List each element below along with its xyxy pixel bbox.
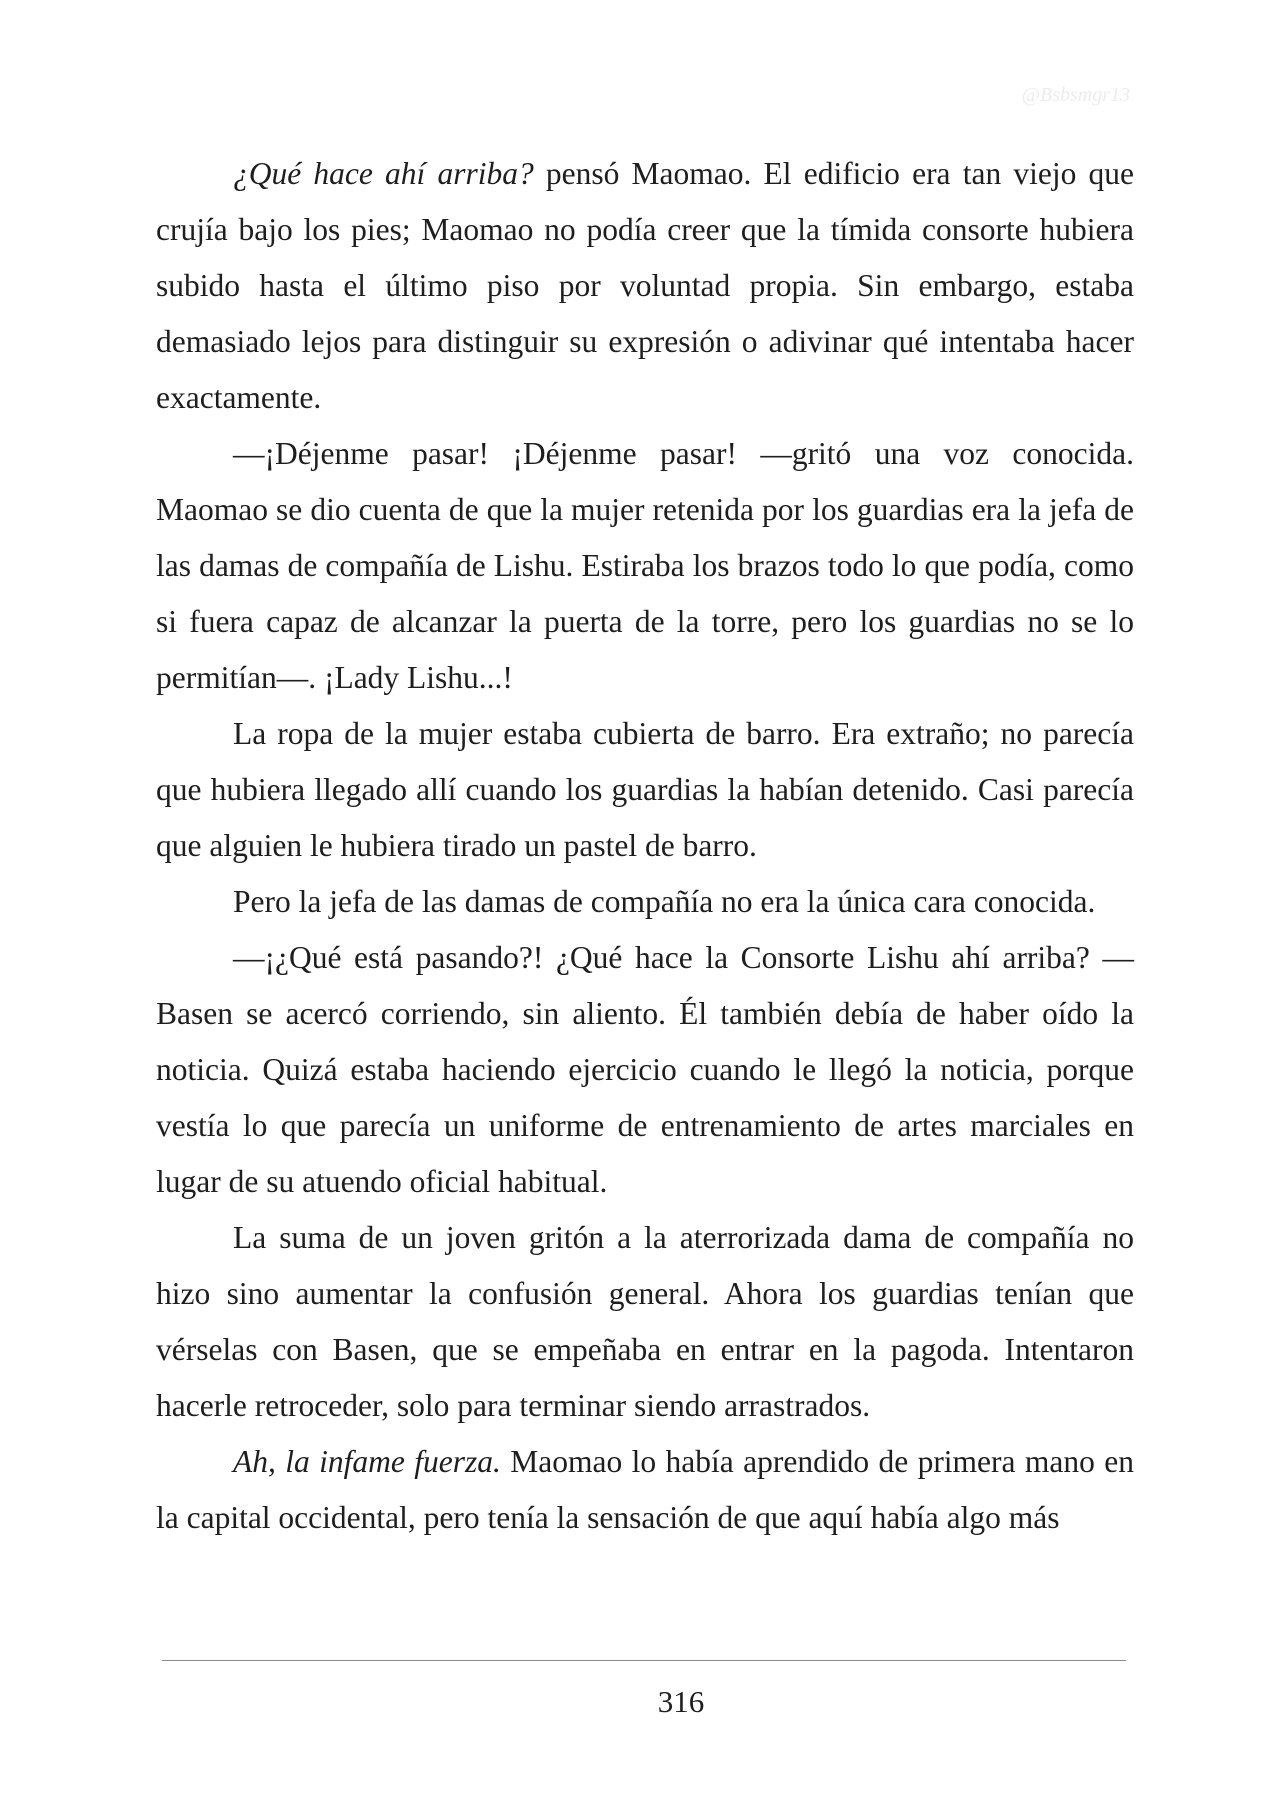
text-run: La suma de un joven gritón a la aterrorizada dama de compañía no hizo sino aumentar la confusión general. Ahora los guardias tenían que vérselas con Basen, que se empeñaba en entrar en la pagoda. Intentaron hacerle retroceder, solo para terminar siendo arrastrados. xyxy=(156,1220,1134,1423)
watermark: @Bsbsmgr13 xyxy=(1021,84,1130,106)
italic-run: Ah, la infame fuerza. xyxy=(233,1444,501,1479)
text-run: La ropa de la mujer estaba cubierta de barro. Era extraño; no parecía que hubiera llegado allí cuando los guardias la habían detenido. Casi parecía que alguien le hubiera tirado un pastel de barro. xyxy=(156,716,1134,863)
paragraph xyxy=(156,874,1134,930)
paragraph xyxy=(156,146,1134,426)
italic-run: ¿Qué hace ahí arriba? xyxy=(233,156,534,191)
body-text xyxy=(156,146,1134,1546)
text-run: —¡¿Qué está pasando?! ¿Qué hace la Consorte Lishu ahí arriba? —Basen se acercó corriendo, sin aliento. Él también debía de haber oído la noticia. Quizá estaba haciendo ejercicio cuando le llegó la noticia, porque vestía lo que parecía un uniforme de entrenamiento de artes marciales en lugar de su atuendo oficial habitual. xyxy=(156,940,1134,1199)
paragraph xyxy=(156,1434,1134,1546)
page-number: 316 xyxy=(657,1684,705,1719)
footer-divider xyxy=(162,1660,1126,1661)
text-run: Maomao lo había aprendido de primera mano en la capital occidental, pero tenía la sensación de que aquí había algo más xyxy=(156,1444,1134,1535)
text-run: —¡Déjenme pasar! ¡Déjenme pasar! —gritó una voz conocida. Maomao se dio cuenta de que la mujer retenida por los guardias era la jefa de las damas de compañía de Lishu. Estiraba los brazos todo lo que podía, como si fuera capaz de alcanzar la puerta de la torre, pero los guardias no se lo permitían—. ¡Lady Lishu...! xyxy=(156,436,1134,695)
text-run: pensó Maomao. El edificio era tan viejo que crujía bajo los pies; Maomao no podía creer que la tímida consorte hubiera subido hasta el último piso por voluntad propia. Sin embargo, estaba demasiado lejos para distinguir su expresión o adivinar qué intentaba hacer exactamente. xyxy=(156,156,1134,415)
text-run: Pero la jefa de las damas de compañía no era la única cara conocida. xyxy=(233,884,1096,919)
paragraph xyxy=(156,930,1134,1210)
paragraph xyxy=(156,706,1134,874)
paragraph xyxy=(156,1210,1134,1434)
paragraph xyxy=(156,426,1134,706)
